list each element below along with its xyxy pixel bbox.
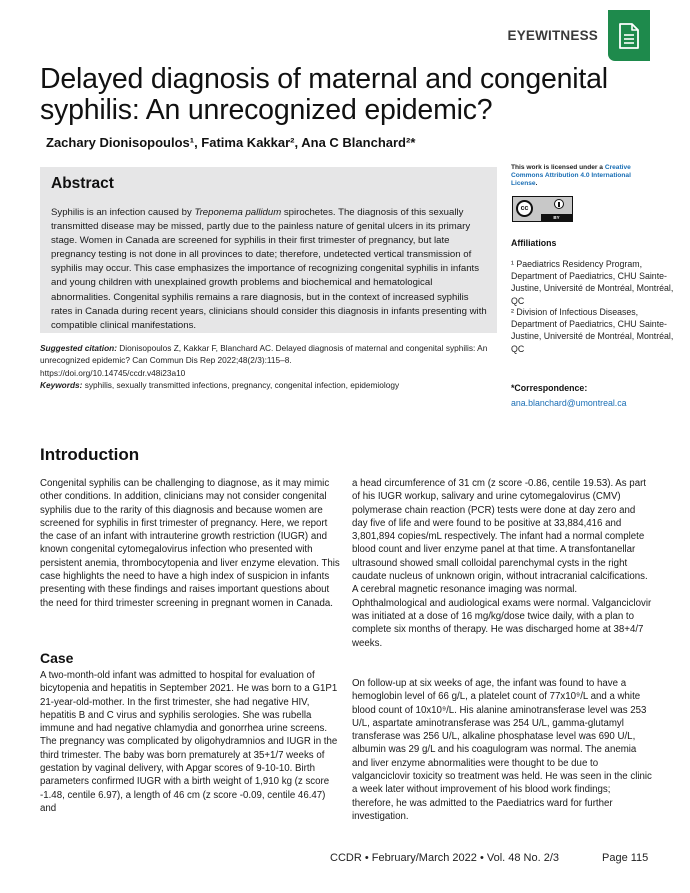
keywords-label: Keywords: [40,380,83,391]
license-notice [511,164,651,189]
license-text: This work is licensed under a [511,164,605,171]
author-list: Zachary Dionisopoulos¹, Fatima Kakkar², Ana C Blanchard²* [46,135,416,150]
introduction-text [40,477,340,610]
license-link[interactable]: Creative Commons Attribution 4.0 International License [511,164,631,188]
introduction-paragraph: Congenital syphilis can be challenging to diagnose, as it may mimic other conditions. In addition, clinicians may not consider congenital syphilis due to the rarity of this diagnosis and because women are screened for syphilis in first trimester of pregnancy. Here, we report the case of an infant with intrauterine growth restriction (IUGR) and known congenital cytomegalovirus infection who presented with persistent anemia, thrombocytopenia and liver enzyme elevation. This case highlights the need to have a high index of suspicion in infants presenting with these findings and raises important questions about the need for third trimester screening in pregnant women in Canada. [40,478,340,609]
citation-label: Suggested citation: [40,343,117,353]
keywords-text: syphilis, sexually transmitted infections, pregnancy, congenital infection, epidemiology [82,380,400,391]
by-label: BY [541,214,572,221]
article-title: Delayed diagnosis of maternal and congenital syphilis: An unrecognized epidemic? [40,63,608,126]
document-icon [618,23,640,49]
abstract-heading: Abstract [51,175,114,192]
case-heading: Case [40,650,74,666]
affiliation-1: ¹ Paediatrics Residency Program, Department of Paediatrics, CHU Sainte-Justine, Université de Montréal, Montréal, QC [511,259,674,306]
follow-up-paragraph: On follow-up at six weeks of age, the infant was found to have a hemoglobin level of 66 g/L, a platelet count of 77x10⁹/L and a white blood count of 10x10⁹/L. His alanine aminotransferase level was 253 U/L, aspartate aminotransferase was 254 U/L, gamma-glutamyl transferase was 256 U/L, alkaline phosphatase level was 690 U/L, albumin was 29 g/L and his coagulogram was normal. The anemia and liver enzyme abnormalities were thought to be due to valganciclovir toxicity so treatment was held. He was seen in the clinic a week later without improvement of his blood work findings; therefore, he was admitted to the Paediatrics ward for further investigation. [352,678,652,822]
abstract-box [40,167,497,333]
citation-block [40,342,500,392]
journal-footer: CCDR • February/March 2022 • Vol. 48 No. 2/3 [330,852,560,864]
introduction-heading: Introduction [40,445,140,464]
cc-by-badge[interactable] [512,196,573,222]
affiliations-heading: Affiliations [511,238,557,248]
correspondence-label: *Correspondence: [511,383,588,393]
case-paragraph: a head circumference of 31 cm (z score -0.86, centile 19.53). As part of his IUGR workup, salivary and urine cytomegalovirus (CMV) polymerase chain reaction (PCR) tests were done at day zero and day five of life and were found to be positive at 33,884,416 and 3,801,894 copies/mL respectively. The infant had a normal complete blood count and liver enzyme panel at that time. A transfontanellar ultrasound showed small colloidal parenchymal cysts in the right caudate nucleus of unknown origin, without intracranial calcifications. A cerebral magnetic resonance imaging was normal. Ophthalmological and audiological exams were normal. Valganciclovir was initiated at a dose of 16 mg/kg/dose twice daily, with a plan to complete six months of therapy. He was discharged home at 38+4/7 weeks. [352,478,652,649]
case-text-right [352,477,652,650]
correspondence-email-link[interactable]: ana.blanchard@umontreal.ca [511,398,627,408]
attribution-person-icon [554,199,564,209]
doi-link[interactable]: https://doi.org/10.14745/ccdr.v48i23a10 [40,367,186,378]
follow-up-text [352,677,652,823]
license-text-end: . [535,180,538,188]
abstract-text [51,206,487,333]
cc-icon: cc [516,200,533,217]
citation-text: Dionisopoulos Z, Kakkar F, Blanchard AC. Delayed diagnosis of maternal and congenital syphilis: An unrecognized epidemic? Can Commun Dis Rep 2022;48(2/3):115–8. [40,343,488,366]
section-label: EYEWITNESS [507,28,598,43]
section-badge [608,10,650,61]
abstract-text-part: spirochetes. The diagnosis of this sexually transmitted disease may be missed, partly due to the painless nature of genital ulcers in its primary stage. Women in Canada are screened for syphilis in their first trimester of pregnancy, but late pregnancy testing is not done in all provinces to date; therefore, undetected vertical transmission of syphilis may occur. This case emphasizes the importance of recognizing congenital syphilis in infants and young children with unexplained growth problems and biochemical and hematological abnormalities. Congenital syphilis remains a rare diagnosis, but in the context of increased syphilis rates in Canada during recent years, clinicians should consider this diagnosis in infants presenting with compatible clinical manifestations. [51,207,487,331]
page-number: Page 115 [602,852,649,864]
species-name: Treponema pallidum [194,207,282,218]
case-text-left [40,669,340,815]
abstract-text-part: Syphilis is an infection caused by [51,207,195,218]
case-paragraph: A two-month-old infant was admitted to hospital for evaluation of bicytopenia and hepatitis in September 2021. He was born to a G1P1 21-year-old-mother. In the first trimester, she had negative HIV, hepatitis B and C virus and syphilis serologies. She was rubella immune and had negative chlamydia and gonorrhea urine screens. The pregnancy was complicated by oligohydramnios and IUGR in the third trimester. The baby was born prematurely at 35+1/7 weeks of gestation by vaginal delivery, with Apgar scores of 9-10-10. Birth parameters confirmed IUGR with a birth weight of 1,910 kg (z score -1.48, centile 6.97), a length of 46 cm (z score -0.09, centile 46.47) and [40,670,338,814]
affiliation-2: ² Division of Infectious Diseases, Department of Paediatrics, CHU Sainte-Justine, Université de Montréal, Montréal, QC [511,307,674,354]
